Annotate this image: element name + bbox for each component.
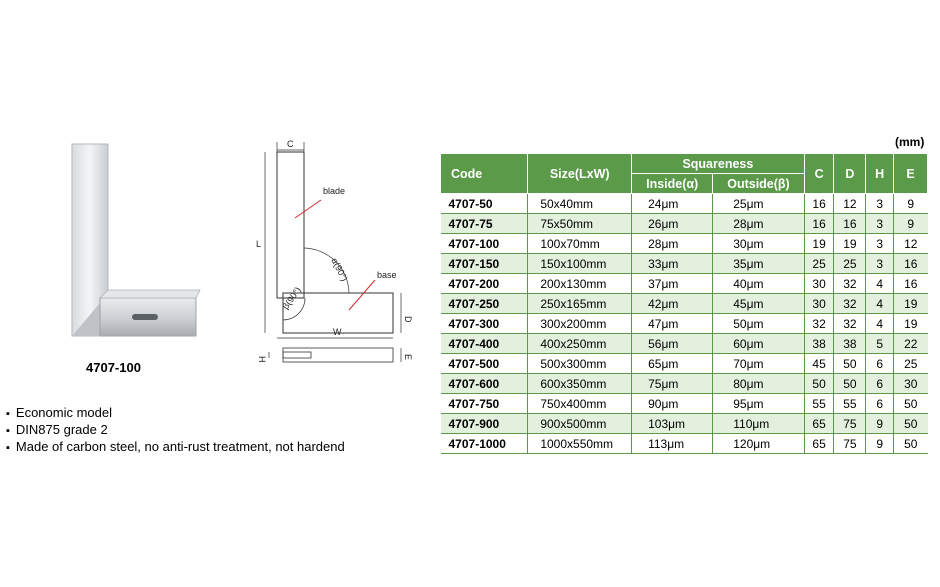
cell-size: 200x130mm xyxy=(528,274,632,294)
cell-d: 75 xyxy=(834,434,866,454)
label-l: L xyxy=(256,239,262,249)
table-row xyxy=(441,234,928,254)
header-d: D xyxy=(834,154,866,194)
cell-code: 4707-150 xyxy=(448,256,500,271)
cell-d: 32 xyxy=(834,314,866,334)
cell-outside: 80μm xyxy=(713,374,804,394)
product-photo xyxy=(60,138,220,338)
cell-d: 16 xyxy=(834,214,866,234)
cell-size: 150x100mm xyxy=(528,254,632,274)
cell-code: 4707-75 xyxy=(448,216,493,231)
header-c: C xyxy=(804,154,834,194)
cell-code: 4707-50 xyxy=(448,196,493,211)
cell-code: 4707-750 xyxy=(448,396,500,411)
cell-c: 19 xyxy=(804,234,834,254)
cell-inside: 90μm xyxy=(632,394,713,414)
product-caption: 4707-100 xyxy=(86,360,141,375)
cell-d: 55 xyxy=(834,394,866,414)
cell-outside: 50μm xyxy=(713,314,804,334)
cell-size: 1000x550mm xyxy=(528,434,632,454)
cell-size: 100x70mm xyxy=(528,234,632,254)
table-row xyxy=(441,394,928,414)
table-row xyxy=(441,354,928,374)
cell-e: 19 xyxy=(894,314,928,334)
cell-inside: 33μm xyxy=(632,254,713,274)
cell-h: 9 xyxy=(866,414,894,434)
cell-c: 65 xyxy=(804,434,834,454)
cell-code: 4707-250 xyxy=(448,296,500,311)
cell-code: 4707-1000 xyxy=(448,436,506,451)
cell-h: 9 xyxy=(866,434,894,454)
cell-e: 9 xyxy=(894,214,928,234)
label-blade: blade xyxy=(323,186,346,196)
label-c: C xyxy=(287,139,294,149)
feature-item: ▪ Made of carbon steel, no anti-rust treatment, not hardend xyxy=(6,439,345,456)
header-code: Code xyxy=(441,154,528,194)
cell-d: 32 xyxy=(834,274,866,294)
cell-outside: 95μm xyxy=(713,394,804,414)
cell-code: 4707-200 xyxy=(448,276,500,291)
cell-inside: 56μm xyxy=(632,334,713,354)
label-d: D xyxy=(403,316,413,323)
header-size: Size(LxW) xyxy=(528,154,632,194)
label-alpha: α(90°) xyxy=(329,256,350,283)
cell-h: 5 xyxy=(866,334,894,354)
cell-e: 25 xyxy=(894,354,928,374)
cell-c: 38 xyxy=(804,334,834,354)
header-e: E xyxy=(894,154,928,194)
cell-h: 3 xyxy=(866,194,894,214)
cell-size: 500x300mm xyxy=(528,354,632,374)
cell-size: 900x500mm xyxy=(528,414,632,434)
cell-e: 30 xyxy=(894,374,928,394)
cell-h: 3 xyxy=(866,214,894,234)
cell-inside: 75μm xyxy=(632,374,713,394)
cell-h: 4 xyxy=(866,314,894,334)
cell-h: 6 xyxy=(866,394,894,414)
cell-outside: 30μm xyxy=(713,234,804,254)
cell-inside: 47μm xyxy=(632,314,713,334)
cell-h: 4 xyxy=(866,294,894,314)
table-row xyxy=(441,374,928,394)
cell-c: 16 xyxy=(804,214,834,234)
cell-size: 300x200mm xyxy=(528,314,632,334)
cell-d: 25 xyxy=(834,254,866,274)
feature-item: ▪ DIN875 grade 2 xyxy=(6,422,345,439)
cell-c: 25 xyxy=(804,254,834,274)
cell-code: 4707-900 xyxy=(448,416,500,431)
cell-e: 50 xyxy=(894,434,928,454)
label-e: E xyxy=(403,354,413,361)
cell-size: 250x165mm xyxy=(528,294,632,314)
label-w: W xyxy=(333,327,342,337)
cell-c: 32 xyxy=(804,314,834,334)
cell-c: 50 xyxy=(804,374,834,394)
cell-code: 4707-300 xyxy=(448,316,500,331)
cell-d: 50 xyxy=(834,374,866,394)
cell-c: 65 xyxy=(804,414,834,434)
cell-h: 6 xyxy=(866,354,894,374)
cell-e: 16 xyxy=(894,254,928,274)
cell-e: 12 xyxy=(894,234,928,254)
cell-inside: 26μm xyxy=(632,214,713,234)
unit-label: (mm) xyxy=(895,135,925,149)
cell-size: 400x250mm xyxy=(528,334,632,354)
feature-item: ▪ Economic model xyxy=(6,405,345,422)
cell-e: 50 xyxy=(894,414,928,434)
header-squareness: Squareness xyxy=(632,154,805,174)
cell-code: 4707-500 xyxy=(448,356,500,371)
cell-inside: 103μm xyxy=(632,414,713,434)
cell-outside: 110μm xyxy=(713,414,804,434)
cell-h: 3 xyxy=(866,234,894,254)
table-row xyxy=(441,334,928,354)
cell-outside: 25μm xyxy=(713,194,804,214)
table-row xyxy=(441,274,928,294)
cell-c: 30 xyxy=(804,274,834,294)
cell-inside: 28μm xyxy=(632,234,713,254)
cell-size: 600x350mm xyxy=(528,374,632,394)
cell-inside: 113μm xyxy=(632,434,713,454)
cell-inside: 37μm xyxy=(632,274,713,294)
cell-inside: 24μm xyxy=(632,194,713,214)
cell-outside: 35μm xyxy=(713,254,804,274)
label-beta: β(90°) xyxy=(280,285,303,312)
dimension-diagram xyxy=(255,130,425,375)
cell-inside: 42μm xyxy=(632,294,713,314)
cell-code: 4707-400 xyxy=(448,336,500,351)
cell-e: 16 xyxy=(894,274,928,294)
cell-d: 32 xyxy=(834,294,866,314)
cell-c: 45 xyxy=(804,354,834,374)
label-h: H xyxy=(257,356,267,363)
cell-e: 50 xyxy=(894,394,928,414)
cell-outside: 60μm xyxy=(713,334,804,354)
cell-c: 55 xyxy=(804,394,834,414)
cell-d: 19 xyxy=(834,234,866,254)
cell-size: 75x50mm xyxy=(528,214,632,234)
cell-d: 12 xyxy=(834,194,866,214)
cell-h: 3 xyxy=(866,254,894,274)
cell-outside: 120μm xyxy=(713,434,804,454)
cell-outside: 40μm xyxy=(713,274,804,294)
cell-outside: 28μm xyxy=(713,214,804,234)
cell-d: 75 xyxy=(834,414,866,434)
cell-code: 4707-600 xyxy=(448,376,500,391)
table-row xyxy=(441,194,928,214)
cell-d: 50 xyxy=(834,354,866,374)
table-row xyxy=(441,294,928,314)
header-h: H xyxy=(866,154,894,194)
spec-table xyxy=(440,153,928,454)
feature-list xyxy=(6,405,345,456)
cell-outside: 70μm xyxy=(713,354,804,374)
label-base: base xyxy=(377,270,397,280)
cell-e: 19 xyxy=(894,294,928,314)
table-row xyxy=(441,434,928,454)
cell-c: 30 xyxy=(804,294,834,314)
table-row xyxy=(441,414,928,434)
cell-inside: 65μm xyxy=(632,354,713,374)
header-inside: Inside(α) xyxy=(632,174,713,194)
cell-code: 4707-100 xyxy=(448,236,500,251)
cell-d: 38 xyxy=(834,334,866,354)
cell-h: 6 xyxy=(866,374,894,394)
cell-outside: 45μm xyxy=(713,294,804,314)
table-row xyxy=(441,314,928,334)
header-outside: Outside(β) xyxy=(713,174,804,194)
table-row xyxy=(441,254,928,274)
cell-size: 50x40mm xyxy=(528,194,632,214)
cell-h: 4 xyxy=(866,274,894,294)
table-row xyxy=(441,214,928,234)
cell-e: 22 xyxy=(894,334,928,354)
cell-c: 16 xyxy=(804,194,834,214)
cell-e: 9 xyxy=(894,194,928,214)
cell-size: 750x400mm xyxy=(528,394,632,414)
